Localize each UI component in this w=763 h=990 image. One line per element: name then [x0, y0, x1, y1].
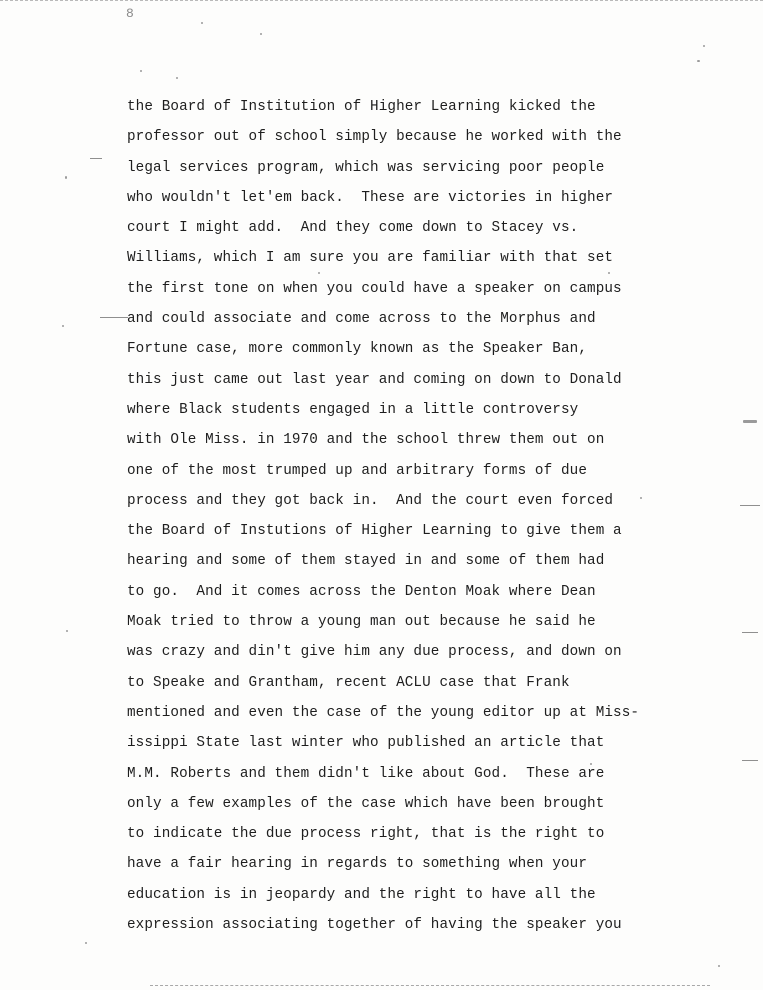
text-line: legal services program, which was servicing poor people [127, 159, 605, 176]
scan-mark [100, 317, 128, 318]
text-line: and could associate and come across to the Morphus and [127, 311, 596, 328]
text-line: court I might add. And they come down to Stacey vs. [127, 220, 579, 237]
scan-mark [740, 505, 760, 506]
text-line: Fortune case, more commonly known as the Speaker Ban, [127, 341, 588, 358]
text-line: with Ole Miss. in 1970 and the school threw them out on [127, 432, 605, 449]
scan-speck [201, 22, 203, 24]
scan-speck [697, 60, 700, 62]
text-line: process and they got back in. And the court even forced [127, 492, 614, 509]
text-line: only a few examples of the case which have been brought [127, 795, 605, 812]
scan-mark [742, 632, 758, 633]
text-line: have a fair hearing in regards to something when your [127, 856, 588, 873]
text-line: issippi State last winter who published an article that [127, 735, 605, 752]
text-line: one of the most trumped up and arbitrary forms of due [127, 462, 588, 479]
scan-speck [318, 272, 320, 274]
text-line: was crazy and din't give him any due process, and down on [127, 644, 622, 661]
text-line: M.M. Roberts and them didn't like about God. These are [127, 765, 605, 782]
text-line: where Black students engaged in a little controversy [127, 401, 579, 418]
scan-speck [62, 325, 64, 327]
scan-speck [176, 77, 178, 79]
text-line: this just came out last year and coming on down to Donald [127, 371, 622, 388]
text-line: Williams, which I am sure you are familiar with that set [127, 250, 614, 267]
text-line: to go. And it comes across the Denton Moak where Dean [127, 583, 596, 600]
text-line: hearing and some of them stayed in and some of them had [127, 553, 605, 570]
scan-speck [65, 176, 67, 179]
scan-speck [640, 497, 642, 499]
page-number: 8 [126, 6, 134, 21]
text-line: education is in jeopardy and the right to have all the [127, 886, 596, 903]
text-line: the Board of Institution of Higher Learning kicked the [127, 99, 596, 115]
scan-speck [703, 45, 705, 47]
page-bottom-edge [150, 985, 710, 986]
scan-speck [85, 942, 87, 944]
transcript-body [127, 92, 687, 940]
text-line: expression associating together of having the speaker you [127, 917, 622, 934]
scan-mark [90, 158, 102, 159]
page-top-border [0, 0, 763, 1]
text-line: to Speake and Grantham, recent ACLU case that Frank [127, 674, 570, 691]
scan-speck [718, 965, 720, 967]
scan-speck [66, 630, 68, 632]
text-line: the Board of Instutions of Higher Learning to give them a [127, 523, 622, 540]
text-line: professor out of school simply because he worked with the [127, 129, 622, 146]
text-line: Moak tried to throw a young man out because he said he [127, 614, 596, 631]
scan-speck [140, 70, 142, 72]
text-line: the first tone on when you could have a speaker on campus [127, 280, 622, 297]
text-line: to indicate the due process right, that is the right to [127, 826, 605, 843]
scan-speck [608, 272, 610, 274]
scan-speck [260, 33, 262, 35]
scan-speck [590, 763, 592, 765]
text-line: who wouldn't let'em back. These are victories in higher [127, 189, 614, 206]
scan-mark [742, 760, 758, 761]
scan-speck [743, 420, 757, 423]
text-line: mentioned and even the case of the young editor up at Miss- [127, 704, 640, 721]
